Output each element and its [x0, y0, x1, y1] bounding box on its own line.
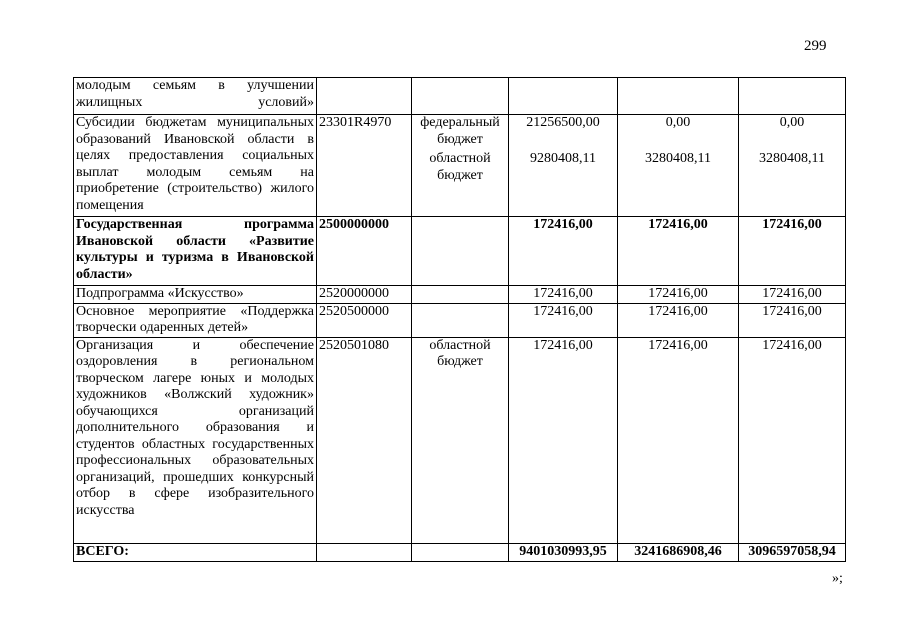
row-value-cell: 172416,00 [618, 303, 739, 337]
row-code-cell [317, 78, 412, 115]
row-name-cell: Основное мероприятие «Поддержка творчески одаренных детей» [74, 303, 317, 337]
value-federal: 0,00 [779, 115, 805, 130]
source-federal: федеральный бюджет [420, 115, 500, 147]
row-code-cell: 23301R4970 [317, 115, 412, 217]
row-value-cell [618, 115, 739, 217]
row-value-cell: 172416,00 [509, 337, 618, 543]
closing-quote: »; [832, 571, 843, 586]
table-row [74, 217, 846, 286]
row-code-cell: 2520501080 [317, 337, 412, 543]
row-name-cell: Субсидии бюджетам муниципальных образований Ивановской области в целях предоставления социальных выплат молодым семьям на приобретение (строительство) жилого помещения [74, 115, 317, 217]
row-value-cell: 172416,00 [509, 286, 618, 304]
row-code-cell: 2520000000 [317, 286, 412, 304]
total-row [74, 543, 846, 561]
table-row [74, 337, 846, 543]
row-code-cell [317, 543, 412, 561]
row-value-cell: 172416,00 [739, 303, 846, 337]
row-value-cell: 172416,00 [509, 303, 618, 337]
row-code-cell: 2520500000 [317, 303, 412, 337]
row-name-cell: молодым семьям в улучшении жилищных условий» [74, 78, 317, 115]
source-regional: областной бюджет [429, 151, 491, 183]
table-row [74, 115, 846, 217]
row-value-cell [739, 78, 846, 115]
row-name-cell: Подпрограмма «Искусство» [74, 286, 317, 304]
row-source-cell [412, 78, 509, 115]
page-number: 299 [804, 38, 827, 54]
row-source-cell [412, 217, 509, 286]
row-code-cell: 2500000000 [317, 217, 412, 286]
row-source-cell [412, 303, 509, 337]
value-regional: 3280408,11 [759, 151, 825, 166]
table-row [74, 286, 846, 304]
value-regional: 3280408,11 [645, 151, 711, 166]
row-source-cell [412, 543, 509, 561]
row-source-cell [412, 337, 509, 543]
value-federal: 0,00 [665, 115, 691, 130]
row-value-cell: 172416,00 [618, 286, 739, 304]
row-name-cell: Государственная программа Ивановской области «Развитие культуры и туризма в Ивановской области» [74, 217, 317, 286]
row-value-cell: 172416,00 [618, 337, 739, 543]
row-source-cell [412, 286, 509, 304]
row-source-cell [412, 115, 509, 217]
total-value-cell: 3241686908,46 [618, 543, 739, 561]
value-federal: 21256500,00 [526, 115, 600, 130]
source-regional: областной бюджет [429, 337, 491, 369]
row-name-cell: Организация и обеспечение оздоровления в региональном творческом лагере юных и молодых художников «Волжский художник» обучающихся организаций дополнительного образования и студентов областных государственных профессиональных образовательных организаций, прошедших конкурсный отбор в сфере изобразительного искусства [74, 337, 317, 543]
row-value-cell: 172416,00 [739, 217, 846, 286]
row-value-cell: 172416,00 [509, 217, 618, 286]
row-value-cell: 172416,00 [618, 217, 739, 286]
row-value-cell [739, 115, 846, 217]
total-value-cell: 3096597058,94 [739, 543, 846, 561]
row-value-cell: 172416,00 [739, 337, 846, 543]
budget-table [73, 77, 846, 562]
total-label: ВСЕГО: [74, 543, 317, 561]
row-value-cell [618, 78, 739, 115]
table-row [74, 78, 846, 115]
row-value-cell: 172416,00 [739, 286, 846, 304]
table-row [74, 303, 846, 337]
total-value-cell: 9401030993,95 [509, 543, 618, 561]
value-regional: 9280408,11 [530, 151, 596, 166]
row-value-cell [509, 78, 618, 115]
row-value-cell [509, 115, 618, 217]
